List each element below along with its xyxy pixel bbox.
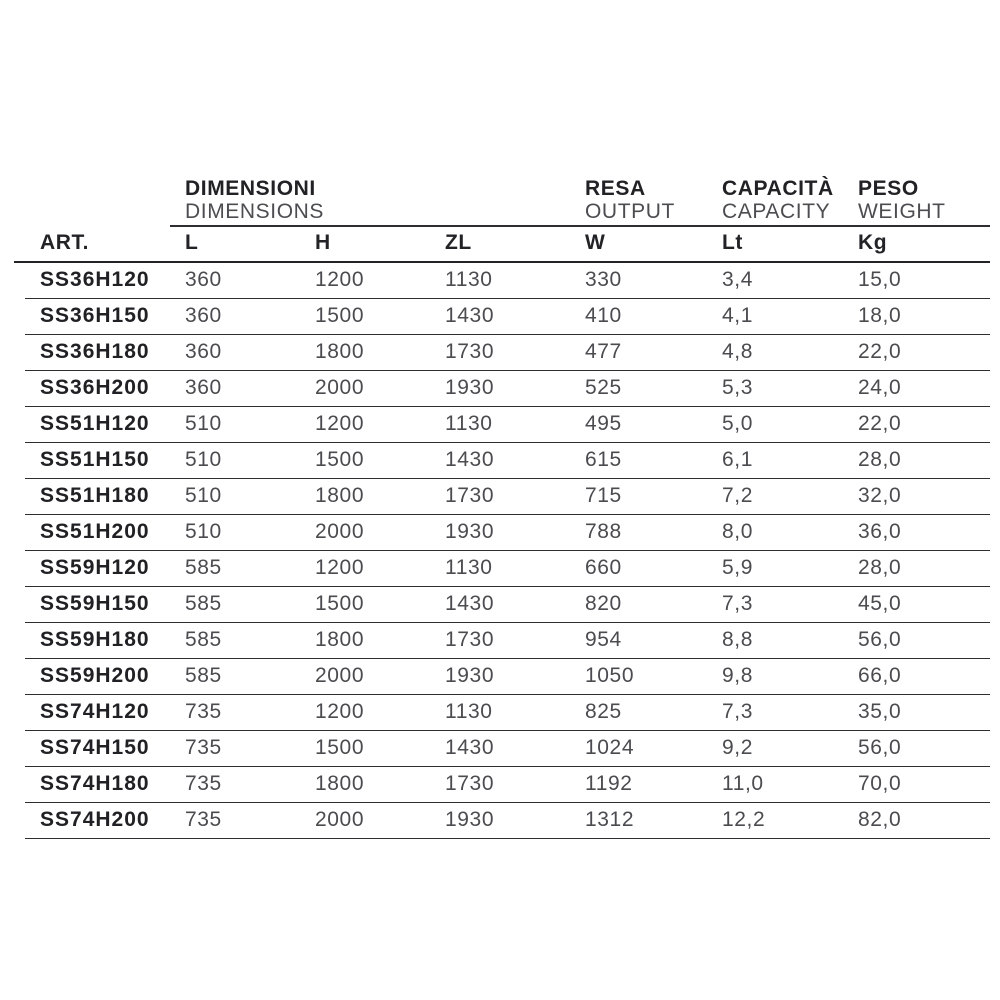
- cell-lt: 4,1: [722, 304, 753, 327]
- article-code: SS51H180: [40, 484, 150, 507]
- column-header-art: ART.: [40, 231, 90, 254]
- cell-l: 735: [185, 808, 222, 831]
- cell-w: 525: [585, 376, 622, 399]
- cell-kg: 28,0: [858, 556, 902, 579]
- cell-w: 615: [585, 448, 622, 471]
- cell-zl: 1730: [445, 484, 495, 507]
- cell-l: 510: [185, 484, 222, 507]
- table-group-header-row: [14, 175, 990, 227]
- cell-zl: 1930: [445, 376, 495, 399]
- group-header-output: [585, 177, 675, 223]
- cell-w: 825: [585, 700, 622, 723]
- cell-h: 2000: [315, 520, 365, 543]
- group-label-italian: CAPACITÀ: [722, 177, 834, 200]
- table-row: [25, 299, 990, 335]
- cell-l: 360: [185, 376, 222, 399]
- cell-l: 585: [185, 664, 222, 687]
- group-label-english: DIMENSIONS: [185, 200, 325, 223]
- article-code: SS74H150: [40, 736, 150, 759]
- cell-w: 820: [585, 592, 622, 615]
- cell-h: 2000: [315, 376, 365, 399]
- cell-h: 1500: [315, 592, 365, 615]
- cell-h: 1200: [315, 556, 365, 579]
- column-header-watts: W: [585, 231, 606, 254]
- cell-w: 954: [585, 628, 622, 651]
- table-row: [25, 335, 990, 371]
- cell-zl: 1430: [445, 448, 495, 471]
- cell-l: 585: [185, 628, 222, 651]
- cell-h: 2000: [315, 808, 365, 831]
- cell-zl: 1130: [445, 268, 493, 291]
- cell-kg: 28,0: [858, 448, 902, 471]
- cell-kg: 15,0: [858, 268, 902, 291]
- article-code: SS51H200: [40, 520, 150, 543]
- cell-h: 1200: [315, 700, 365, 723]
- cell-lt: 5,9: [722, 556, 753, 579]
- cell-w: 410: [585, 304, 622, 327]
- column-header-zl: ZL: [445, 231, 472, 254]
- cell-w: 1312: [585, 808, 635, 831]
- article-code: SS51H120: [40, 412, 150, 435]
- table-row: [25, 623, 990, 659]
- cell-kg: 36,0: [858, 520, 902, 543]
- cell-kg: 22,0: [858, 340, 902, 363]
- cell-zl: 1730: [445, 628, 495, 651]
- article-code: SS36H180: [40, 340, 150, 363]
- cell-w: 1024: [585, 736, 635, 759]
- cell-kg: 32,0: [858, 484, 902, 507]
- cell-w: 660: [585, 556, 622, 579]
- cell-l: 360: [185, 340, 222, 363]
- group-label-italian: PESO: [858, 177, 919, 200]
- cell-l: 510: [185, 412, 222, 435]
- table-row: [25, 371, 990, 407]
- cell-h: 2000: [315, 664, 365, 687]
- cell-lt: 5,0: [722, 412, 753, 435]
- cell-kg: 70,0: [858, 772, 902, 795]
- column-header-length: L: [185, 231, 199, 254]
- cell-kg: 35,0: [858, 700, 902, 723]
- cell-l: 735: [185, 700, 222, 723]
- cell-kg: 56,0: [858, 736, 902, 759]
- article-code: SS36H150: [40, 304, 150, 327]
- cell-zl: 1130: [445, 700, 493, 723]
- article-code: SS36H120: [40, 268, 150, 291]
- cell-kg: 66,0: [858, 664, 902, 687]
- cell-lt: 7,3: [722, 700, 753, 723]
- cell-h: 1800: [315, 628, 365, 651]
- cell-kg: 18,0: [858, 304, 902, 327]
- cell-w: 1192: [585, 772, 633, 795]
- cell-kg: 22,0: [858, 412, 902, 435]
- cell-l: 510: [185, 448, 222, 471]
- table-row: [25, 263, 990, 299]
- table-row: [25, 695, 990, 731]
- article-code: SS74H180: [40, 772, 150, 795]
- cell-zl: 1130: [445, 412, 493, 435]
- column-header-kg: Kg: [858, 231, 888, 254]
- article-code: SS51H150: [40, 448, 150, 471]
- table-row: [25, 443, 990, 479]
- cell-zl: 1930: [445, 808, 495, 831]
- cell-h: 1800: [315, 340, 365, 363]
- cell-l: 585: [185, 556, 222, 579]
- cell-zl: 1930: [445, 664, 495, 687]
- article-code: SS59H200: [40, 664, 150, 687]
- table-row: [25, 479, 990, 515]
- table-row: [25, 731, 990, 767]
- cell-lt: 8,8: [722, 628, 753, 651]
- cell-lt: 5,3: [722, 376, 753, 399]
- group-label-italian: RESA: [585, 177, 646, 200]
- article-code: SS59H150: [40, 592, 150, 615]
- cell-w: 715: [585, 484, 622, 507]
- cell-h: 1500: [315, 304, 365, 327]
- cell-w: 477: [585, 340, 622, 363]
- article-code: SS74H120: [40, 700, 150, 723]
- group-header-weight: [858, 177, 946, 223]
- article-code: SS36H200: [40, 376, 150, 399]
- cell-kg: 24,0: [858, 376, 902, 399]
- cell-l: 510: [185, 520, 222, 543]
- table-body: [14, 263, 990, 839]
- cell-h: 1500: [315, 736, 365, 759]
- article-code: SS74H200: [40, 808, 150, 831]
- cell-lt: 9,8: [722, 664, 753, 687]
- cell-l: 360: [185, 268, 222, 291]
- cell-h: 1800: [315, 772, 365, 795]
- cell-kg: 56,0: [858, 628, 902, 651]
- cell-zl: 1130: [445, 556, 493, 579]
- cell-lt: 7,2: [722, 484, 753, 507]
- cell-zl: 1430: [445, 736, 495, 759]
- column-header-liters: Lt: [722, 231, 744, 254]
- cell-zl: 1730: [445, 340, 495, 363]
- cell-kg: 45,0: [858, 592, 902, 615]
- cell-lt: 6,1: [722, 448, 753, 471]
- group-label-english: OUTPUT: [585, 200, 675, 223]
- cell-l: 360: [185, 304, 222, 327]
- cell-zl: 1930: [445, 520, 495, 543]
- table-row: [25, 767, 990, 803]
- cell-w: 1050: [585, 664, 635, 687]
- article-code: SS59H120: [40, 556, 150, 579]
- cell-lt: 9,2: [722, 736, 753, 759]
- column-header-height: H: [315, 231, 331, 254]
- table-row: [25, 551, 990, 587]
- cell-lt: 8,0: [722, 520, 753, 543]
- table-row: [25, 659, 990, 695]
- product-spec-table: [14, 175, 990, 839]
- group-header-capacity: [722, 177, 834, 223]
- group-label-english: CAPACITY: [722, 200, 831, 223]
- cell-w: 788: [585, 520, 622, 543]
- cell-zl: 1730: [445, 772, 495, 795]
- cell-h: 1500: [315, 448, 365, 471]
- table-row: [25, 803, 990, 839]
- cell-zl: 1430: [445, 592, 495, 615]
- cell-h: 1200: [315, 412, 365, 435]
- cell-kg: 82,0: [858, 808, 902, 831]
- cell-h: 1800: [315, 484, 365, 507]
- cell-l: 585: [185, 592, 222, 615]
- cell-w: 495: [585, 412, 622, 435]
- cell-l: 735: [185, 736, 222, 759]
- cell-h: 1200: [315, 268, 365, 291]
- cell-lt: 4,8: [722, 340, 753, 363]
- cell-lt: 11,0: [722, 772, 764, 795]
- cell-w: 330: [585, 268, 622, 291]
- cell-lt: 12,2: [722, 808, 766, 831]
- article-code: SS59H180: [40, 628, 150, 651]
- cell-zl: 1430: [445, 304, 495, 327]
- cell-l: 735: [185, 772, 222, 795]
- cell-lt: 7,3: [722, 592, 753, 615]
- group-header-dimensions: [185, 177, 324, 223]
- table-row: [25, 587, 990, 623]
- group-label-italian: DIMENSIONI: [185, 177, 316, 200]
- table-column-header-row: [14, 227, 990, 263]
- cell-lt: 3,4: [722, 268, 753, 291]
- table-row: [25, 407, 990, 443]
- group-label-english: WEIGHT: [858, 200, 946, 223]
- table-row: [25, 515, 990, 551]
